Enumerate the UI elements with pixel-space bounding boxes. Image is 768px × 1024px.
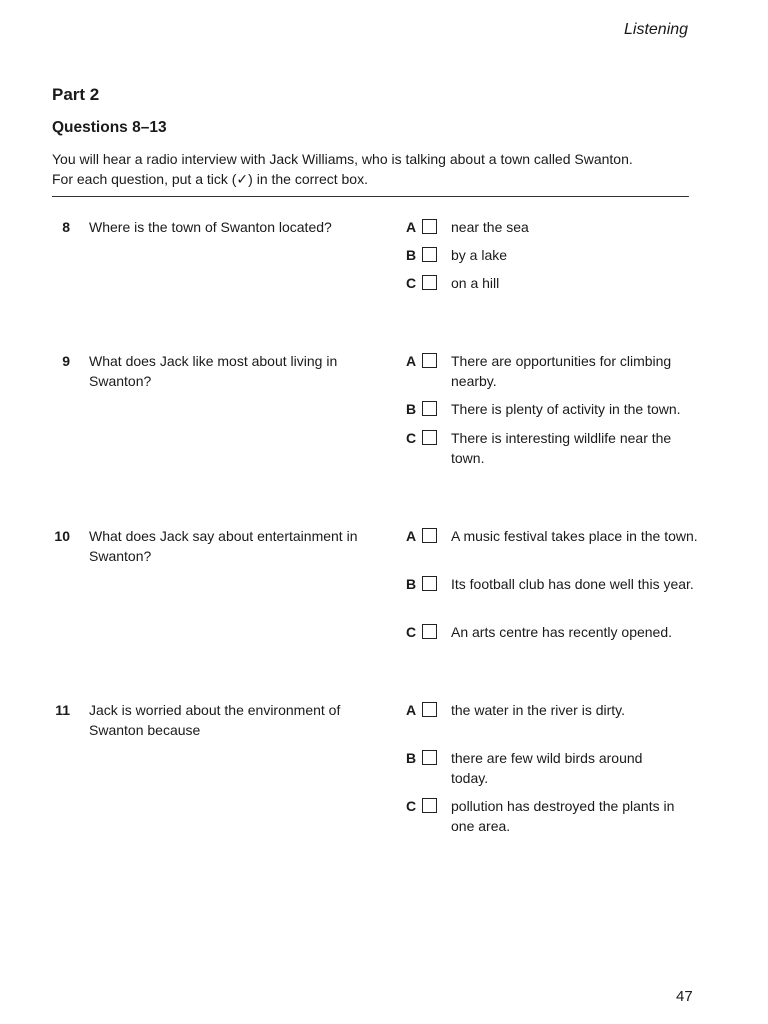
divider-rule bbox=[52, 196, 689, 197]
option-text: There is plenty of activity in the town. bbox=[451, 401, 681, 417]
question-number: 10 bbox=[54, 528, 70, 544]
section-label: Listening bbox=[624, 21, 689, 38]
answer-checkbox[interactable] bbox=[422, 624, 437, 639]
option-letter: A bbox=[406, 702, 417, 718]
answer-checkbox[interactable] bbox=[422, 353, 437, 368]
answer-checkbox[interactable] bbox=[422, 275, 437, 290]
questions-range-heading: Questions 8–13 bbox=[52, 119, 167, 136]
option-letter: A bbox=[406, 528, 417, 544]
option-text: pollution has destroyed the plants in one area. bbox=[451, 798, 675, 834]
option-text: on a hill bbox=[451, 275, 500, 291]
answer-checkbox[interactable] bbox=[422, 247, 437, 262]
option-letter: C bbox=[406, 624, 417, 640]
question-number: 8 bbox=[62, 219, 70, 235]
option-text: An arts centre has recently opened. bbox=[451, 624, 673, 640]
option-text: near the sea bbox=[451, 219, 529, 235]
question-number: 11 bbox=[55, 702, 70, 718]
option-text: Its football club has done well this year. bbox=[451, 576, 694, 592]
option-letter: C bbox=[406, 275, 417, 291]
answer-checkbox[interactable] bbox=[422, 219, 437, 234]
option-text: There are opportunities for climbing nearby. bbox=[451, 353, 672, 389]
option-letter: B bbox=[406, 247, 417, 263]
instruction-line: For each question, put a tick (✓) in the correct box. bbox=[52, 170, 368, 187]
option-text: there are few wild birds around today. bbox=[451, 750, 643, 786]
answer-checkbox[interactable] bbox=[422, 528, 437, 543]
question-text: Jack is worried about the environment of Swanton because bbox=[89, 702, 341, 738]
option-letter: B bbox=[406, 401, 417, 417]
answer-checkbox[interactable] bbox=[422, 798, 437, 813]
question-number: 9 bbox=[62, 353, 70, 369]
option-letter: C bbox=[406, 430, 417, 446]
part-title: Part 2 bbox=[52, 85, 100, 104]
answer-checkbox[interactable] bbox=[422, 576, 437, 591]
instructions bbox=[52, 150, 702, 189]
option-letter: C bbox=[406, 798, 417, 814]
option-text: A music festival takes place in the town. bbox=[451, 528, 698, 544]
answer-checkbox[interactable] bbox=[422, 750, 437, 765]
option-text: the water in the river is dirty. bbox=[451, 702, 626, 718]
option-text: by a lake bbox=[451, 247, 508, 263]
question-text: What does Jack say about entertainment in Swanton? bbox=[89, 528, 358, 564]
option-letter: A bbox=[406, 353, 417, 369]
option-letter: A bbox=[406, 219, 417, 235]
answer-checkbox[interactable] bbox=[422, 430, 437, 445]
question-text: Where is the town of Swanton located? bbox=[89, 219, 332, 235]
question-text: What does Jack like most about living in Swanton? bbox=[89, 353, 338, 389]
option-letter: B bbox=[406, 750, 417, 766]
option-text: There is interesting wildlife near the town. bbox=[451, 430, 672, 466]
instruction-line: You will hear a radio interview with Jack Williams, who is talking about a town called Swanton. bbox=[52, 151, 633, 167]
answer-checkbox[interactable] bbox=[422, 702, 437, 717]
option-letter: B bbox=[406, 576, 417, 592]
answer-checkbox[interactable] bbox=[422, 401, 437, 416]
page-number: 47 bbox=[676, 988, 693, 1005]
